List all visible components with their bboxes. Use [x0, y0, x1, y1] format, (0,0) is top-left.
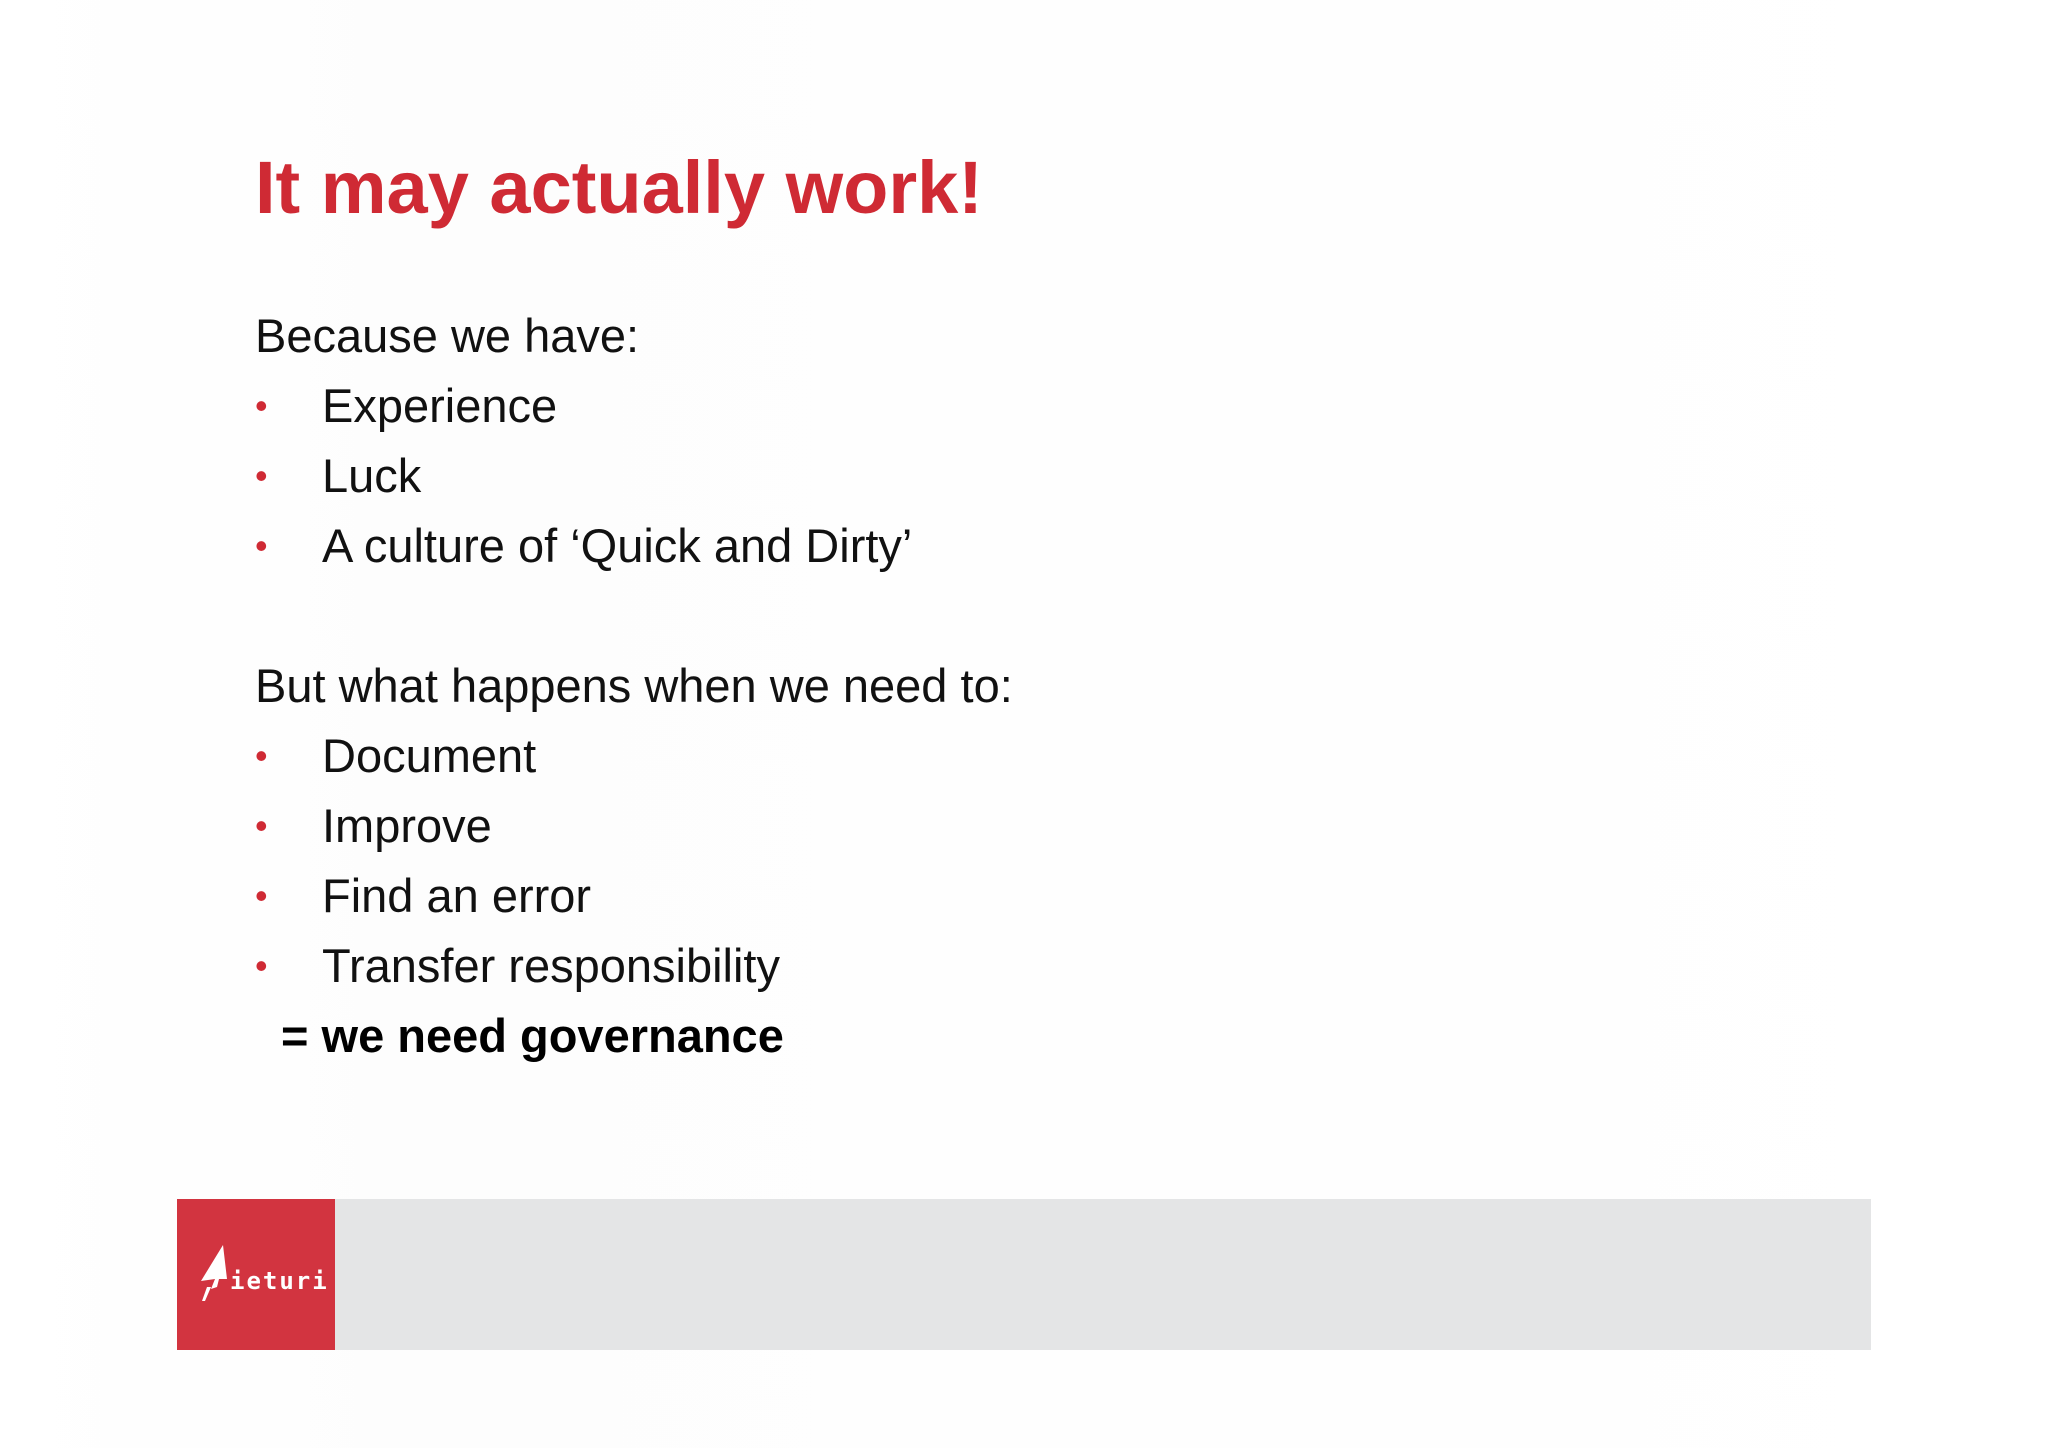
intro-because: Because we have: — [255, 309, 640, 362]
conclusion-text: = we need governance — [281, 1009, 784, 1062]
bullet-icon: • — [255, 945, 268, 986]
list-item-text: A culture of ‘Quick and Dirty’ — [322, 519, 913, 572]
list-item-text: Find an error — [322, 869, 592, 922]
slide-title: It may actually work! — [255, 146, 983, 229]
bullet-icon: • — [255, 875, 268, 916]
intro-but-what: But what happens when we need to: — [255, 659, 1013, 712]
bullet-icon: • — [255, 735, 268, 776]
bullet-icon: • — [255, 385, 268, 426]
logo-arrow-icon — [197, 1243, 233, 1303]
bullet-icon: • — [255, 455, 268, 496]
list-item-text: Document — [322, 729, 537, 782]
list-item-text: Improve — [322, 799, 492, 852]
list-item-text: Luck — [322, 449, 422, 502]
list-item-text: Transfer responsibility — [322, 939, 780, 992]
footer-bar — [177, 1199, 1871, 1350]
bullet-icon: • — [255, 525, 268, 566]
logo-text: ieturi — [230, 1267, 329, 1295]
bullet-icon: • — [255, 805, 268, 846]
list-item-text: Experience — [322, 379, 558, 432]
company-logo — [177, 1199, 335, 1350]
